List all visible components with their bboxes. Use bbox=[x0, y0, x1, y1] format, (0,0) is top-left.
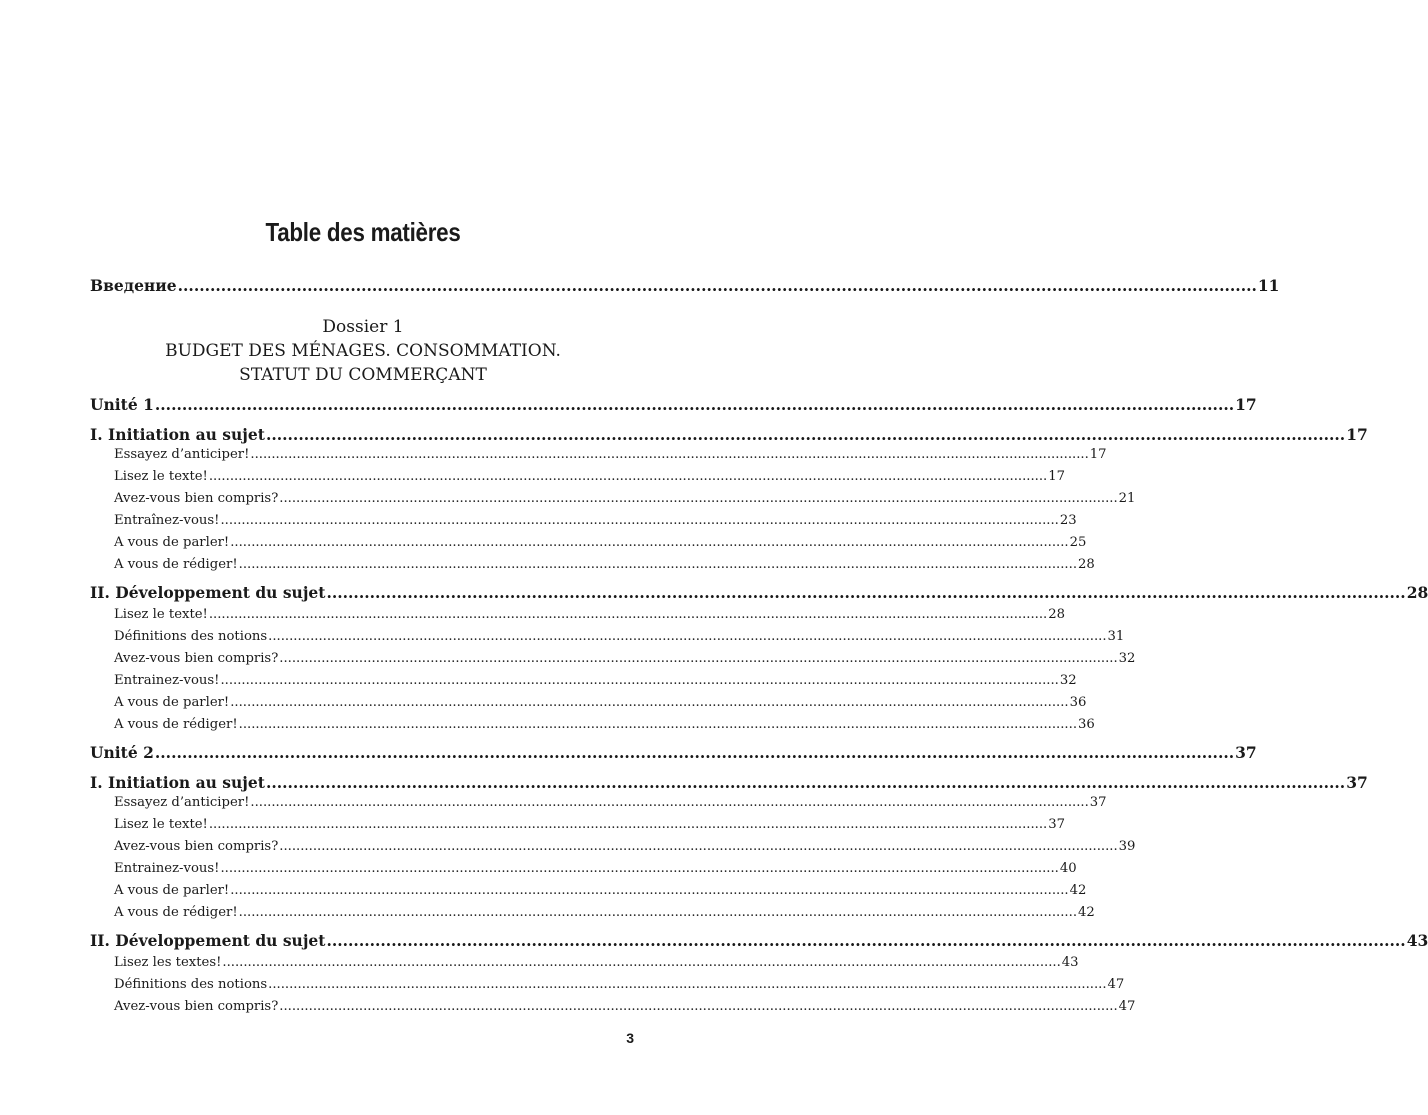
toc-entry-label: Définitions des notions bbox=[114, 629, 268, 644]
toc-entry-label: A vous de rédiger! bbox=[114, 557, 238, 572]
leader-dots: ........................................................................................................................................................................................................ bbox=[268, 629, 1107, 644]
toc-entry-unit[interactable] bbox=[90, 743, 1257, 762]
toc-entry-page: 42 bbox=[1078, 905, 1095, 920]
toc-entry-subsection[interactable] bbox=[114, 955, 1079, 970]
toc-entry-page: 17 bbox=[1235, 395, 1257, 414]
toc-entry-label: Unité 2 bbox=[90, 743, 154, 762]
leader-dots: ........................................................................................................................................................................................................ bbox=[230, 883, 1069, 898]
toc-entry-label: Avez-vous bien compris? bbox=[114, 651, 279, 666]
leader-dots: ........................................................................................................................................................................................................ bbox=[279, 839, 1118, 854]
toc-entry-label: I. Initiation au sujet bbox=[90, 425, 265, 444]
leader-dots: ........................................................................................................................................................................................................ bbox=[154, 395, 1235, 414]
toc-entry-section[interactable] bbox=[90, 773, 1368, 792]
toc-entry-page: 42 bbox=[1069, 883, 1087, 898]
toc-entry-subsection[interactable] bbox=[114, 469, 1066, 484]
toc-entry-label: Введение bbox=[90, 276, 177, 295]
leader-dots: ........................................................................................................................................................................................................ bbox=[326, 583, 1406, 602]
toc-entry-section[interactable] bbox=[90, 583, 1428, 602]
toc-entry-subsection[interactable] bbox=[114, 977, 1125, 992]
leader-dots: ........................................................................................................................................................................................................ bbox=[230, 695, 1069, 710]
toc-entry-page: 36 bbox=[1078, 717, 1095, 732]
toc-entry-label: A vous de parler! bbox=[114, 535, 230, 550]
toc-entry-page: 25 bbox=[1069, 535, 1087, 550]
dossier-subtitle-line2: STATUT DU COMMERÇANT bbox=[239, 365, 487, 385]
toc-entry-page: 47 bbox=[1118, 999, 1136, 1014]
toc-entry-subsection[interactable] bbox=[114, 817, 1066, 832]
toc-entry-label: Essayez d’anticiper! bbox=[114, 795, 250, 810]
leader-dots: ........................................................................................................................................................................................................ bbox=[208, 469, 1048, 484]
toc-entry-page: 28 bbox=[1406, 583, 1428, 602]
toc-entry-subsection[interactable] bbox=[114, 607, 1066, 622]
toc-entry-page: 28 bbox=[1078, 557, 1095, 572]
toc-entry-page: 40 bbox=[1059, 861, 1077, 876]
toc-entry-page: 43 bbox=[1406, 931, 1428, 950]
page-title: Table des matières bbox=[265, 217, 461, 248]
leader-dots: ........................................................................................................................................................................................................ bbox=[154, 743, 1235, 762]
toc-entry-subsection[interactable] bbox=[114, 673, 1077, 688]
toc-entry-label: A vous de parler! bbox=[114, 883, 230, 898]
toc-entry-label: Avez-vous bien compris? bbox=[114, 839, 279, 854]
toc-entry-label: II. Développement du sujet bbox=[90, 931, 326, 950]
toc-entry-subsection[interactable] bbox=[114, 861, 1077, 876]
toc-entry-label: Entraînez-vous! bbox=[114, 513, 220, 528]
leader-dots: ........................................................................................................................................................................................................ bbox=[265, 773, 1346, 792]
leader-dots: ........................................................................................................................................................................................................ bbox=[279, 999, 1118, 1014]
leader-dots: ........................................................................................................................................................................................................ bbox=[220, 861, 1059, 876]
leader-dots: ........................................................................................................................................................................................................ bbox=[222, 955, 1061, 970]
leader-dots: ........................................................................................................................................................................................................ bbox=[265, 425, 1346, 444]
page-number: 3 bbox=[626, 1030, 634, 1046]
toc-entry-page: 37 bbox=[1346, 773, 1368, 792]
leader-dots: ........................................................................................................................................................................................................ bbox=[279, 651, 1118, 666]
toc-entry-label: Lisez le texte! bbox=[114, 607, 208, 622]
toc-entry-page: 37 bbox=[1089, 795, 1107, 810]
toc-entry-label: Avez-vous bien compris? bbox=[114, 999, 279, 1014]
leader-dots: ........................................................................................................................................................................................................ bbox=[238, 557, 1078, 572]
toc-entry-label: Entrainez-vous! bbox=[114, 673, 220, 688]
toc-entry-page: 37 bbox=[1048, 817, 1066, 832]
toc-entry-page: 11 bbox=[1257, 276, 1280, 295]
toc-entry-page: 36 bbox=[1069, 695, 1087, 710]
toc-entry-label: Lisez les textes! bbox=[114, 955, 222, 970]
toc-entry-subsection[interactable] bbox=[114, 717, 1095, 732]
toc-entry-label: Lisez le texte! bbox=[114, 817, 208, 832]
toc-entry-subsection[interactable] bbox=[114, 695, 1087, 710]
leader-dots: ........................................................................................................................................................................................................ bbox=[177, 276, 1257, 295]
leader-dots: ........................................................................................................................................................................................................ bbox=[250, 447, 1089, 462]
toc-entry-label: Essayez d’anticiper! bbox=[114, 447, 250, 462]
toc-entry-unit[interactable] bbox=[90, 395, 1257, 414]
dossier-subtitle-line1: BUDGET DES MÉNAGES. CONSOMMATION. bbox=[165, 341, 561, 361]
toc-entry-page: 21 bbox=[1118, 491, 1136, 506]
leader-dots: ........................................................................................................................................................................................................ bbox=[220, 513, 1059, 528]
toc-entry-page: 23 bbox=[1059, 513, 1077, 528]
toc-entry-subsection[interactable] bbox=[114, 999, 1136, 1014]
dossier-heading: Dossier 1 bbox=[322, 317, 404, 337]
toc-entry-subsection[interactable] bbox=[114, 839, 1136, 854]
leader-dots: ........................................................................................................................................................................................................ bbox=[279, 491, 1118, 506]
toc-entry-page: 17 bbox=[1089, 447, 1107, 462]
toc-entry-page: 37 bbox=[1235, 743, 1257, 762]
toc-entry-label: Avez-vous bien compris? bbox=[114, 491, 279, 506]
leader-dots: ........................................................................................................................................................................................................ bbox=[208, 607, 1048, 622]
toc-entry-page: 47 bbox=[1107, 977, 1125, 992]
toc-entry-label: I. Initiation au sujet bbox=[90, 773, 265, 792]
toc-entry-page: 32 bbox=[1059, 673, 1077, 688]
toc-entry-label: Définitions des notions bbox=[114, 977, 268, 992]
toc-entry-subsection[interactable] bbox=[114, 651, 1136, 666]
leader-dots: ........................................................................................................................................................................................................ bbox=[208, 817, 1048, 832]
leader-dots: ........................................................................................................................................................................................................ bbox=[326, 931, 1406, 950]
toc-entry-subsection[interactable] bbox=[114, 905, 1095, 920]
toc-entry-subsection[interactable] bbox=[114, 513, 1077, 528]
toc-entry-subsection[interactable] bbox=[114, 557, 1095, 572]
toc-entry-page: 32 bbox=[1118, 651, 1136, 666]
toc-entry-label: II. Développement du sujet bbox=[90, 583, 326, 602]
toc-entry-label: Lisez le texte! bbox=[114, 469, 208, 484]
toc-entry-subsection[interactable] bbox=[114, 795, 1107, 810]
leader-dots: ........................................................................................................................................................................................................ bbox=[250, 795, 1089, 810]
toc-entry-page: 31 bbox=[1107, 629, 1125, 644]
toc-entry-page: 28 bbox=[1048, 607, 1066, 622]
toc-entry-subsection[interactable] bbox=[114, 883, 1087, 898]
toc-entry-intro[interactable] bbox=[90, 276, 1280, 295]
toc-entry-label: A vous de rédiger! bbox=[114, 905, 238, 920]
leader-dots: ........................................................................................................................................................................................................ bbox=[268, 977, 1107, 992]
toc-entry-label: Unité 1 bbox=[90, 395, 154, 414]
toc-entry-subsection[interactable] bbox=[114, 629, 1125, 644]
leader-dots: ........................................................................................................................................................................................................ bbox=[220, 673, 1059, 688]
toc-entry-page: 43 bbox=[1061, 955, 1079, 970]
toc-entry-label: A vous de rédiger! bbox=[114, 717, 238, 732]
toc-entry-subsection[interactable] bbox=[114, 491, 1136, 506]
toc-entry-section[interactable] bbox=[90, 931, 1428, 950]
toc-entry-subsection[interactable] bbox=[114, 447, 1107, 462]
leader-dots: ........................................................................................................................................................................................................ bbox=[230, 535, 1069, 550]
toc-entry-label: A vous de parler! bbox=[114, 695, 230, 710]
leader-dots: ........................................................................................................................................................................................................ bbox=[238, 905, 1078, 920]
toc-entry-page: 17 bbox=[1346, 425, 1368, 444]
toc-entry-page: 39 bbox=[1118, 839, 1136, 854]
toc-entry-section[interactable] bbox=[90, 425, 1368, 444]
leader-dots: ........................................................................................................................................................................................................ bbox=[238, 717, 1078, 732]
toc-entry-label: Entrainez-vous! bbox=[114, 861, 220, 876]
toc-entry-page: 17 bbox=[1048, 469, 1066, 484]
toc-entry-subsection[interactable] bbox=[114, 535, 1087, 550]
